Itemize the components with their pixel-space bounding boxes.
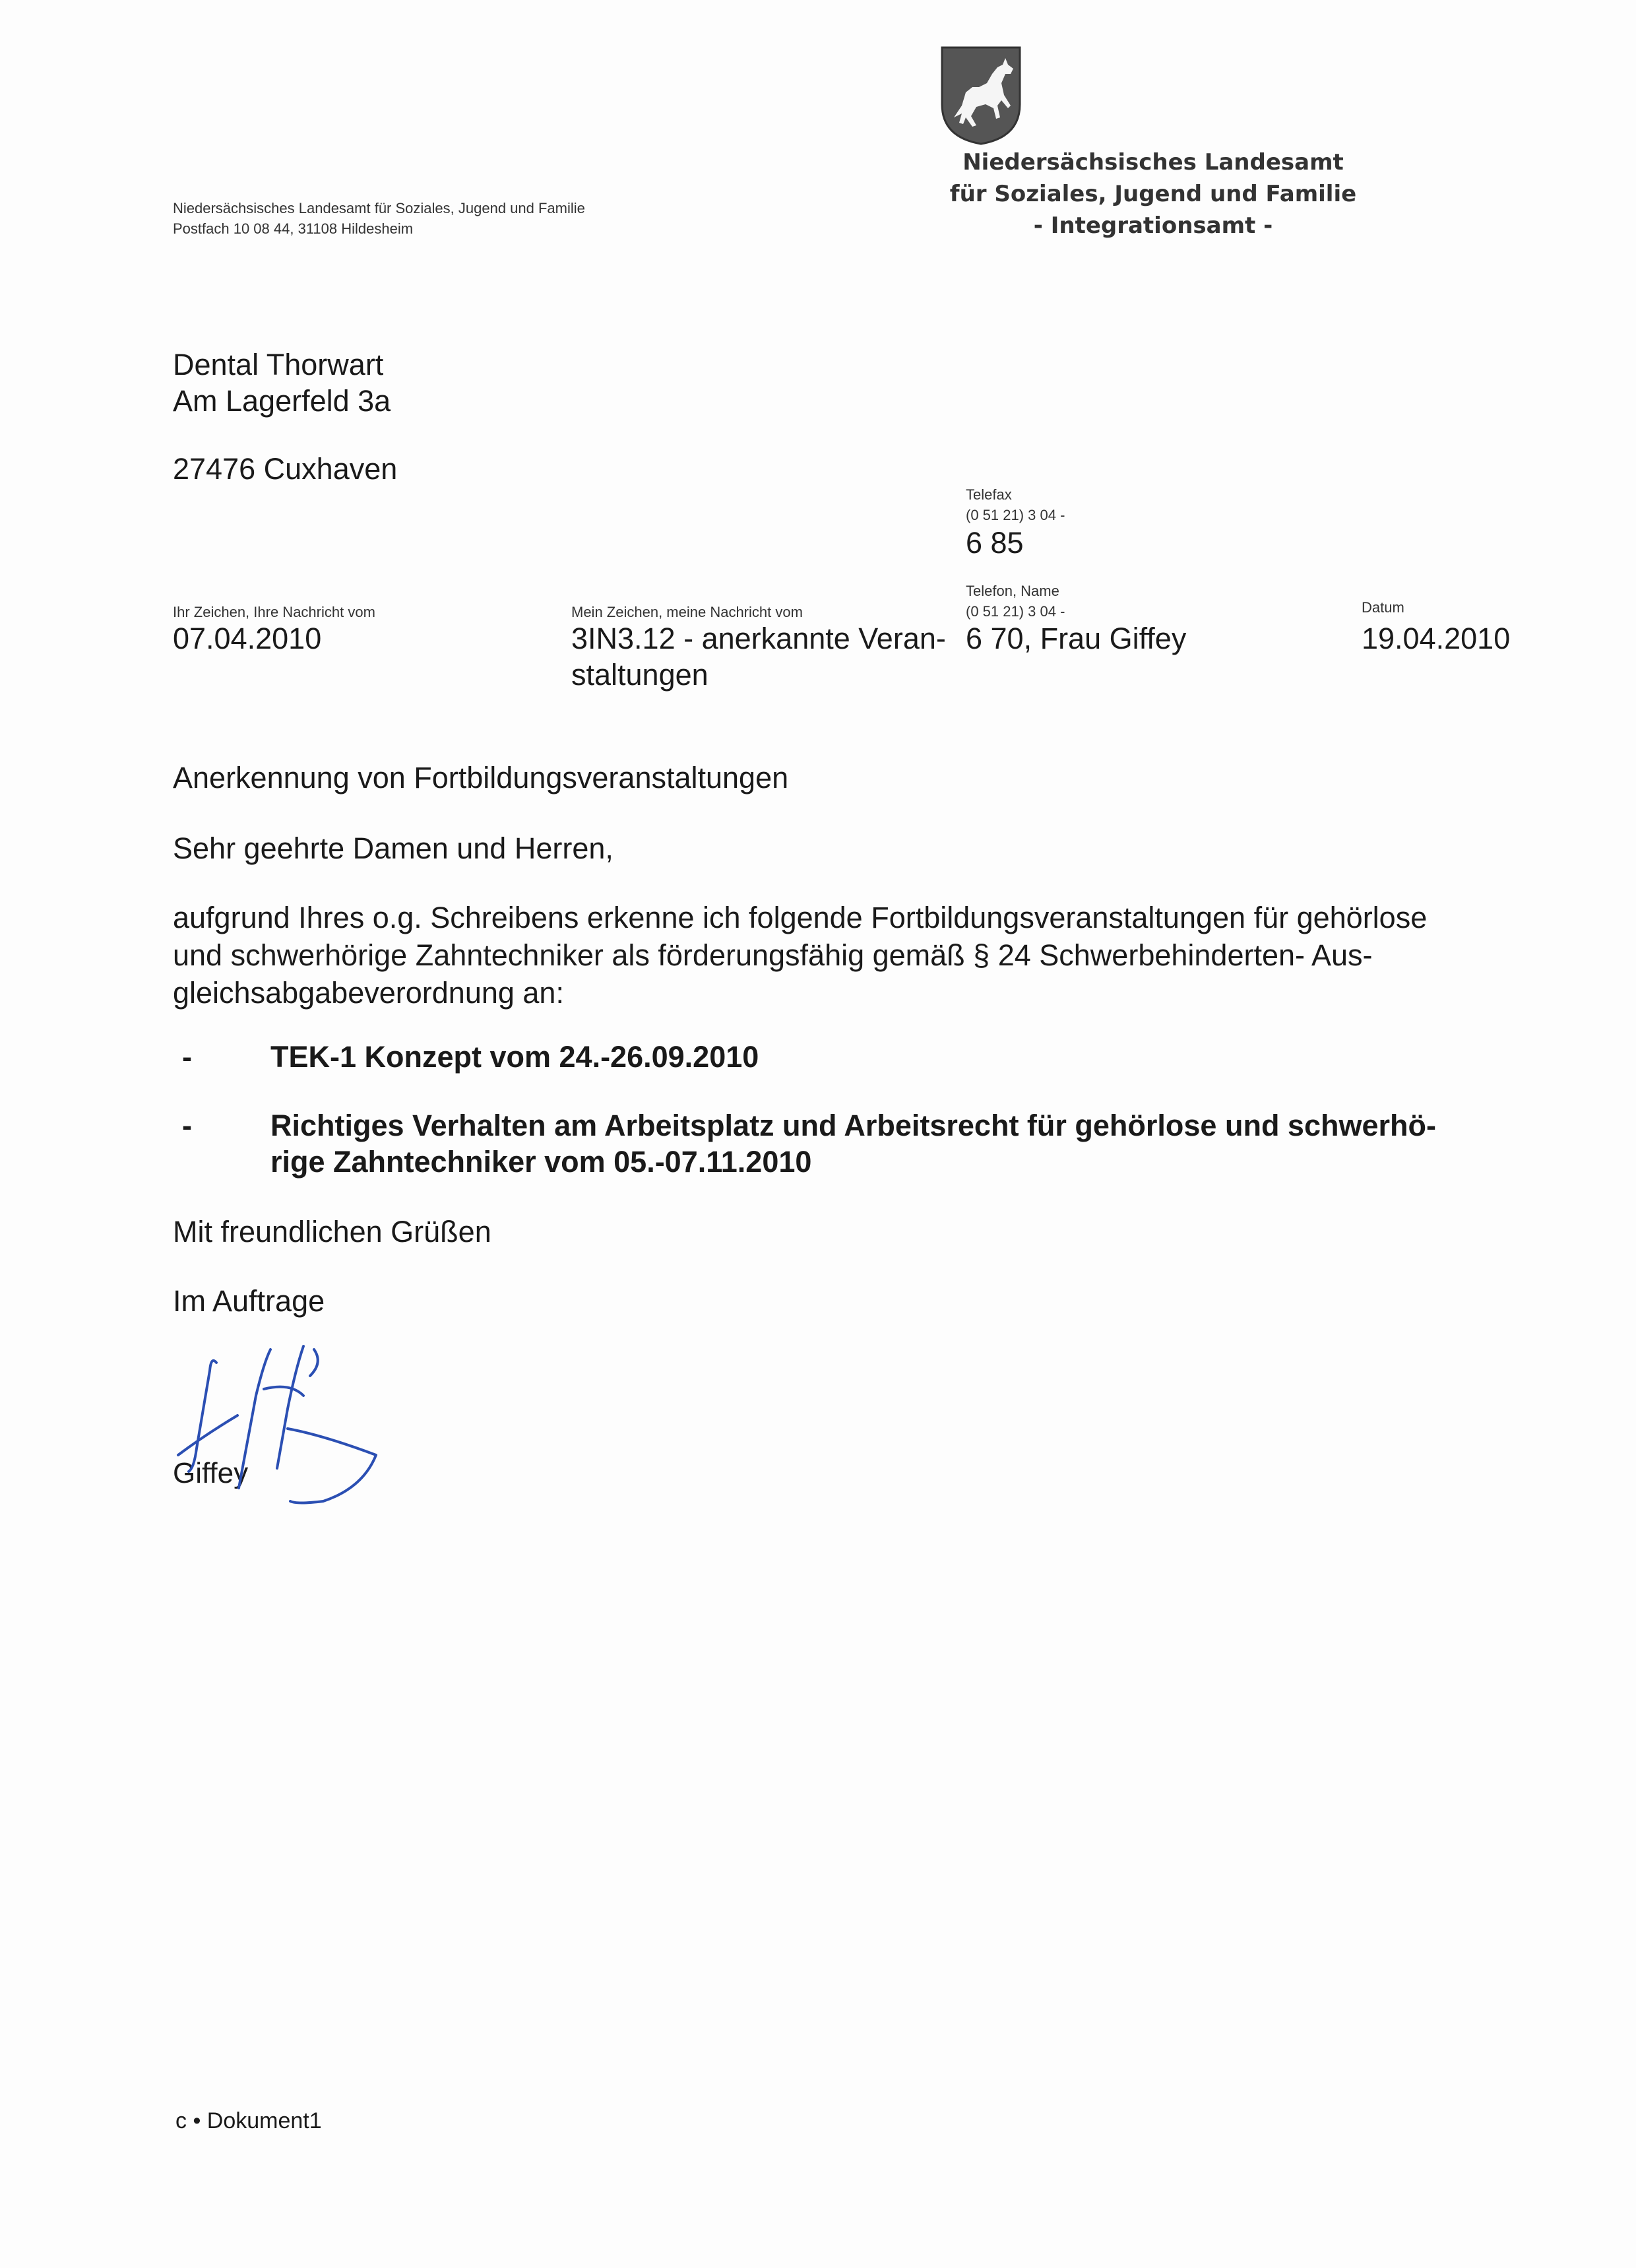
organization-name-line-1: Niedersächsisches Landesamt xyxy=(962,149,1344,176)
salutation: Sehr geehrte Damen und Herren, xyxy=(173,831,614,865)
your-reference-value: 07.04.2010 xyxy=(173,622,322,655)
my-reference-label: Mein Zeichen, meine Nachricht vom xyxy=(571,604,803,620)
list-item-line-1: TEK-1 Konzept vom 24.-26.09.2010 xyxy=(270,1040,759,1074)
list-item-line-1: Richtiges Verhalten am Arbeitsplatz und Arbeitsrecht für gehörlose und schwerhö- xyxy=(270,1109,1436,1142)
date-value: 19.04.2010 xyxy=(1362,622,1511,655)
return-address-line-1: Niedersächsisches Landesamt für Soziales, Jugend und Familie xyxy=(173,200,585,216)
return-address-line-2: Postfach 10 08 44, 31108 Hildesheim xyxy=(173,220,414,237)
organization-name xyxy=(935,146,1371,242)
closing: Mit freundlichen Grüßen xyxy=(173,1215,491,1248)
recipient-city: 27476 Cuxhaven xyxy=(173,452,398,486)
list-item xyxy=(270,1107,1436,1180)
my-reference-value-line-2: staltungen xyxy=(571,658,708,692)
organization-name-line-3: - Integrationsamt - xyxy=(1033,212,1273,239)
recipient-name: Dental Thorwart xyxy=(173,348,384,381)
return-address xyxy=(173,198,585,239)
my-reference-value xyxy=(571,620,946,693)
list-item-dash: - xyxy=(182,1109,192,1142)
body-line-3: gleichsabgabeverordnung an: xyxy=(173,976,564,1010)
telefax-prefix: (0 51 21) 3 04 - xyxy=(966,507,1065,523)
body-paragraph xyxy=(173,899,1427,1012)
phone-value: 6 70, Frau Giffey xyxy=(966,622,1187,655)
list-item-dash: - xyxy=(182,1040,192,1074)
phone-label: Telefon, Name xyxy=(966,583,1059,599)
my-reference-value-line-1: 3IN3.12 - anerkannte Veran- xyxy=(571,622,946,655)
your-reference-label: Ihr Zeichen, Ihre Nachricht vom xyxy=(173,604,375,620)
telefax-label: Telefax xyxy=(966,486,1012,503)
telefax-extension: 6 85 xyxy=(966,526,1024,560)
recipient-address xyxy=(173,346,391,419)
body-line-2: und schwerhörige Zahntechniker als förderungsfähig gemäß § 24 Schwerbehinderten- Aus- xyxy=(173,938,1373,972)
list-item-line-2: rige Zahntechniker vom 05.-07.11.2010 xyxy=(270,1145,812,1179)
signer-name: Giffey xyxy=(173,1457,249,1489)
list-item xyxy=(270,1039,759,1075)
letter-subject: Anerkennung von Fortbildungsveranstaltungen xyxy=(173,761,789,794)
body-line-1: aufgrund Ihres o.g. Schreibens erkenne ich folgende Fortbildungsveranstaltungen für gehörlose xyxy=(173,901,1428,934)
recipient-street: Am Lagerfeld 3a xyxy=(173,384,391,418)
phone-prefix: (0 51 21) 3 04 - xyxy=(966,603,1065,620)
handwritten-signature xyxy=(165,1336,389,1514)
document-footer: c • Dokument1 xyxy=(175,2108,322,2133)
organization-name-line-2: für Soziales, Jugend und Familie xyxy=(949,181,1357,207)
on-behalf: Im Auftrage xyxy=(173,1284,325,1318)
date-label: Datum xyxy=(1362,599,1404,616)
lower-saxony-horse-crest-icon xyxy=(939,45,1022,145)
